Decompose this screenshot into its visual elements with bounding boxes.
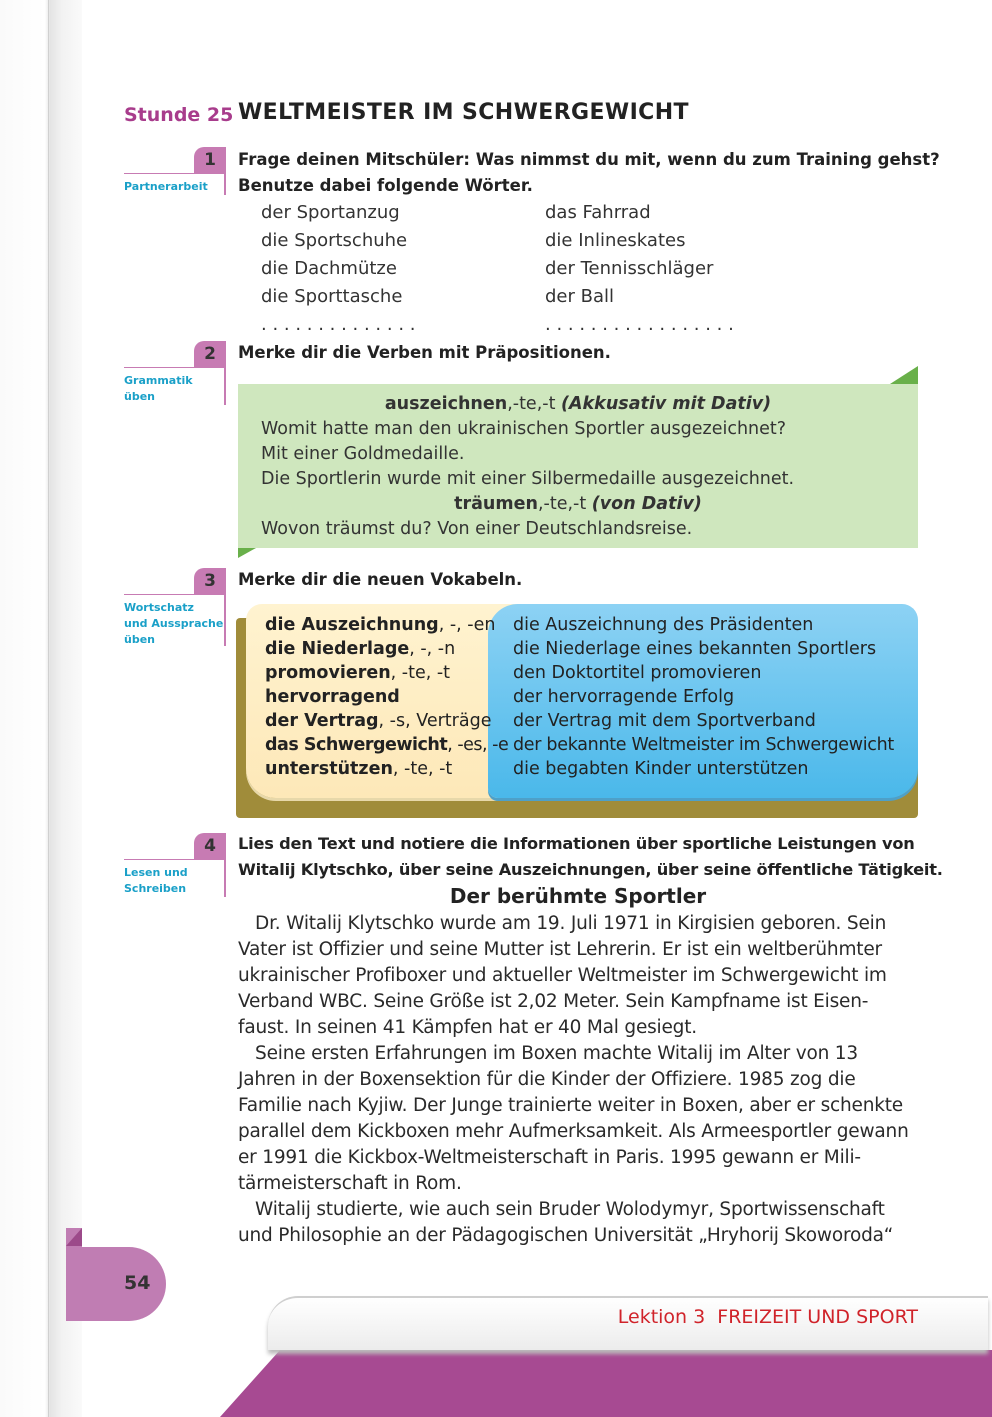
vocab-term: das Schwergewicht bbox=[265, 735, 448, 755]
instruction-line: Witalij Klytschko, über seine Auszeichnungen, über seine öffentliche Tätigkeit. bbox=[238, 860, 943, 879]
story-paragraph-3 bbox=[238, 1197, 918, 1249]
story-paragraph-2 bbox=[238, 1041, 918, 1197]
vocab-term: hervorragend bbox=[265, 687, 400, 707]
lesson-title: WELTMEISTER IM SCHWERGEWICHT bbox=[238, 100, 689, 125]
instruction-line: Benutze dabei folgende Wörter. bbox=[238, 176, 533, 195]
word-item: die Inlineskates bbox=[545, 230, 686, 251]
text-line: Familie nach Kyjiw. Der Junge trainierte weiter in Boxen, aber er schenkte bbox=[238, 1095, 903, 1116]
chapter-title: Lektion 3 FREIZEIT UND SPORT bbox=[617, 1306, 918, 1328]
page-tab-fold bbox=[66, 1228, 82, 1246]
vocab-word bbox=[265, 637, 455, 661]
verb-heading bbox=[238, 492, 918, 517]
task-marker-3 bbox=[124, 568, 226, 648]
vocab-term: unterstützen bbox=[265, 759, 393, 779]
marker-underline bbox=[124, 594, 226, 595]
text-line: Verband WBC. Seine Größe ist 2,02 Meter. Sein Kampfname ist Eisen- bbox=[238, 991, 869, 1012]
book-spine bbox=[0, 0, 82, 1417]
word-item: die Sporttasche bbox=[261, 286, 403, 307]
story-title: Der berühmte Sportler bbox=[449, 884, 707, 908]
task-marker-4 bbox=[124, 833, 226, 897]
vocab-word bbox=[265, 613, 495, 637]
text-line: Seine ersten Erfahrungen im Boxen machte Witalij im Alter von 13 bbox=[238, 1043, 858, 1064]
marker-bar bbox=[224, 859, 226, 897]
word-item: der Tennisschläger bbox=[545, 258, 714, 279]
text-line: Jahren in der Boxensektion für die Kinder der Offiziere. 1985 zog die bbox=[238, 1069, 856, 1090]
corner-decoration bbox=[238, 548, 256, 558]
vocab-forms: , -, -en bbox=[438, 615, 496, 635]
text-line: und Philosophie an der Pädagogischen Universität „Hryhorij Skoworoda“ bbox=[238, 1225, 894, 1246]
word-item: der Sportanzug bbox=[261, 202, 400, 223]
vocab-forms: , -s, Verträge bbox=[378, 711, 492, 731]
marker-bar bbox=[224, 367, 226, 405]
task-label bbox=[124, 600, 223, 648]
vocab-word bbox=[265, 709, 491, 733]
vocab-word bbox=[265, 661, 450, 685]
vocab-word bbox=[265, 733, 508, 757]
vocab-word bbox=[265, 757, 452, 781]
marker-bar bbox=[224, 173, 226, 195]
vocab-forms: , -, -n bbox=[409, 639, 456, 659]
text-line: er 1991 die Kickbox-Weltmeisterschaft in Paris. 1995 gewann er Mili- bbox=[238, 1147, 861, 1168]
task-label bbox=[124, 865, 188, 897]
text-line: parallel dem Kickboxen mehr Aufmerksamkeit. Als Armeesportler gewann bbox=[238, 1121, 909, 1142]
instruction-line: Lies den Text und notiere die Informationen über sportliche Leistungen von bbox=[238, 834, 915, 853]
word-item: die Dachmütze bbox=[261, 258, 397, 279]
verb-case: (Akkusativ mit Dativ) bbox=[561, 394, 772, 414]
story-paragraph-1 bbox=[238, 911, 918, 1041]
verb-forms: ,-te,-t bbox=[537, 494, 592, 514]
instruction-line: Frage deinen Mitschüler: Was nimmst du mit, wenn du zum Training gehst? bbox=[238, 150, 940, 169]
vocab-term: der Vertrag bbox=[265, 711, 379, 731]
vocab-term: die Niederlage bbox=[265, 639, 410, 659]
vocab-example: die begabten Kinder unterstützen bbox=[513, 759, 809, 779]
task4-instruction bbox=[238, 831, 943, 883]
task1-instruction bbox=[238, 147, 940, 199]
footer-band bbox=[220, 1350, 992, 1417]
word-item: das Fahrrad bbox=[545, 202, 651, 223]
task-number: 2 bbox=[194, 341, 226, 367]
task-number: 4 bbox=[194, 833, 226, 859]
label-line: üben bbox=[124, 390, 155, 403]
verb-word: träumen bbox=[454, 494, 538, 514]
label-line: und Aussprache bbox=[124, 617, 224, 630]
text-line: ukrainischer Profiboxer und aktueller Weltmeister im Schwergewicht im bbox=[238, 965, 887, 986]
verb-case: (von Dativ) bbox=[591, 494, 702, 514]
text-line: tärmeisterschaft in Rom. bbox=[238, 1173, 462, 1194]
marker-bar bbox=[224, 594, 226, 646]
task-marker-2 bbox=[124, 341, 226, 405]
corner-decoration bbox=[890, 366, 918, 384]
example-sentence: Womit hatte man den ukrainischen Sportler ausgezeichnet? bbox=[261, 419, 787, 439]
vocab-example: die Auszeichnung des Präsidenten bbox=[513, 615, 814, 635]
marker-underline bbox=[124, 367, 226, 368]
label-line: Schreiben bbox=[124, 882, 187, 895]
vocab-example: der bekannte Weltmeister im Schwergewicht bbox=[513, 735, 894, 755]
lesson-number: Stunde 25 bbox=[124, 104, 234, 126]
example-sentence: Die Sportlerin wurde mit einer Silbermedaille ausgezeichnet. bbox=[261, 469, 795, 489]
text-line: Vater ist Offizier und seine Mutter ist Lehrerin. Er ist ein weltberühmter bbox=[238, 939, 882, 960]
marker-underline bbox=[124, 173, 226, 174]
text-line: Witalij studierte, wie auch sein Bruder Wolodymyr, Sportwissenschaft bbox=[238, 1199, 885, 1220]
vocab-term: promovieren bbox=[265, 663, 391, 683]
task-label bbox=[124, 373, 193, 405]
vocab-forms: , -te, -t bbox=[392, 759, 453, 779]
label-line: üben bbox=[124, 633, 155, 646]
vocab-forms: , -es, -e bbox=[447, 735, 509, 755]
vocab-example: die Niederlage eines bekannten Sportlers bbox=[513, 639, 877, 659]
task-number: 1 bbox=[194, 147, 226, 173]
word-item: der Ball bbox=[545, 286, 615, 307]
word-list-right bbox=[545, 199, 734, 339]
vocab-term: die Auszeichnung bbox=[265, 615, 439, 635]
text-line: faust. In seinen 41 Kämpfen hat er 40 Mal gesiegt. bbox=[238, 1017, 697, 1038]
verb-heading bbox=[238, 392, 918, 417]
vocab-example: den Doktortitel promovieren bbox=[513, 663, 762, 683]
label-line: Lesen und bbox=[124, 866, 188, 879]
page-number: 54 bbox=[124, 1272, 151, 1294]
vocab-forms: , -te, -t bbox=[390, 663, 451, 683]
task-marker-1 bbox=[124, 147, 226, 195]
vocab-example: der hervorragende Erfolg bbox=[513, 687, 735, 707]
label-line: Wortschatz bbox=[124, 601, 194, 614]
verb-forms: ,-te,-t bbox=[507, 394, 561, 414]
page-number-tab bbox=[66, 1247, 166, 1321]
example-sentence: Wovon träumst du? Von einer Deutschlandsreise. bbox=[261, 519, 693, 539]
task2-instruction: Merke dir die Verben mit Präpositionen. bbox=[238, 343, 611, 362]
task3-instruction: Merke dir die neuen Vokabeln. bbox=[238, 570, 523, 589]
text-line: Dr. Witalij Klytschko wurde am 19. Juli 1971 in Kirgisien geboren. Sein bbox=[238, 913, 887, 934]
task-label: Partnerarbeit bbox=[124, 180, 208, 193]
vocab-example: der Vertrag mit dem Sportverband bbox=[513, 711, 816, 731]
vocab-word bbox=[265, 685, 400, 709]
marker-underline bbox=[124, 859, 226, 860]
example-sentence: Mit einer Goldmedaille. bbox=[261, 444, 465, 464]
word-list-left bbox=[261, 199, 416, 339]
word-placeholder: . . . . . . . . . . . . . . . . . bbox=[545, 314, 734, 335]
word-placeholder: . . . . . . . . . . . . . . bbox=[261, 314, 416, 335]
task-number: 3 bbox=[194, 568, 226, 594]
verb-word: auszeichnen bbox=[384, 394, 508, 414]
word-item: die Sportschuhe bbox=[261, 230, 408, 251]
grammar-box bbox=[238, 384, 918, 548]
spine-fold-line bbox=[48, 0, 49, 1417]
label-line: Grammatik bbox=[124, 374, 193, 387]
